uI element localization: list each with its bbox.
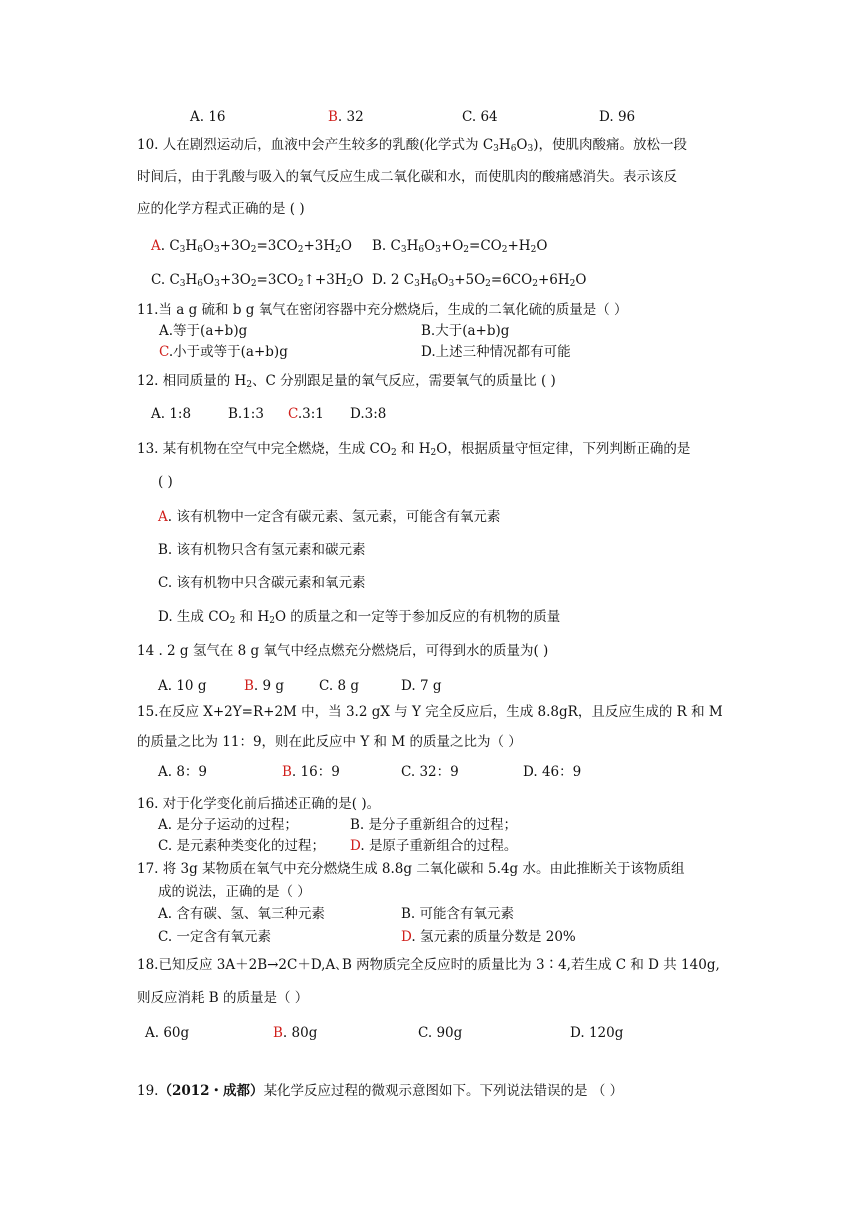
option-letter: D <box>421 344 432 360</box>
q10-option-b: B. $C_3H_6O_3+O_2=CO_2+H_2O$ <box>372 238 548 255</box>
option-letter: A <box>158 764 168 780</box>
q9-option-a: A. 16 <box>190 109 226 125</box>
option-letter: D <box>523 764 534 780</box>
option-letter: D <box>158 609 169 625</box>
q19-source: （2012・成都） <box>158 1083 264 1099</box>
q10-option-c: C. $C_3H_6O_3+3O_2=3CO_2↑+3H_2O$ <box>151 272 364 289</box>
option-letter: C <box>418 1025 428 1041</box>
option-letter: B <box>350 817 360 833</box>
option-letter: C <box>159 344 169 360</box>
option-letter: A <box>151 406 161 422</box>
q13-option-d: D. 生成 $CO_2$ 和 $H_2O$ 的质量之和一定等于参加反应的有机物的质量 <box>158 609 561 626</box>
q13-stem-line2: ( ) <box>158 474 173 490</box>
q16-option-b: B. 是分子重新组合的过程； <box>350 817 518 833</box>
q18-stem-line1: 18.已知反应 3A＋2B→2C＋D,A､B 两物质完全反应时的质量比为 3∶4,若生成 C 和 D 共 140g, <box>137 957 720 973</box>
q18-option-b: B. 80g <box>273 1025 318 1041</box>
q9-option-b: B. 32 <box>328 109 364 125</box>
option-letter: B <box>421 323 431 339</box>
q12-option-a: A. 1:8 <box>151 406 192 422</box>
q14-option-a: A. 10 g <box>158 678 207 694</box>
option-letter: D <box>401 929 412 945</box>
q10-option-d: D. 2 $C_3H_6O_3+5O_2=6CO_2+6H_2O$ <box>372 272 587 289</box>
q16-option-c: C. 是元素种类变化的过程； <box>158 838 325 854</box>
option-letter: B <box>328 109 338 125</box>
q14-option-c: C. 8 g <box>319 678 359 694</box>
q14-option-b: B. 9 g <box>244 678 285 694</box>
option-letter: A <box>151 238 161 254</box>
q10-stem-line1: 10. 人在剧烈运动后，血液中会产生较多的乳酸(化学式为 $C_3H_6O_3$)，使肌肉酸痛。放松一段 <box>137 137 688 154</box>
q17-stem-line2: 成的说法，正确的是（ ） <box>158 884 311 900</box>
option-letter: D <box>401 678 412 694</box>
option-letter: A <box>159 323 169 339</box>
q11-option-a: A.等于(a+b)g <box>159 323 248 339</box>
option-letter: A <box>190 109 200 125</box>
q18-option-c: C. 90g <box>418 1025 463 1041</box>
q12-stem: 12. 相同质量的 $H_2$、C 分别跟足量的氧气反应，需要氧气的质量比 ( ) <box>137 373 556 390</box>
q11-stem: 11.当 a g 硫和 b g 氧气在密闭容器中充分燃烧后，生成的二氧化硫的质量是（ ） <box>137 302 628 318</box>
option-letter: D <box>372 272 383 288</box>
q15-option-a: A. 8：9 <box>158 764 208 780</box>
option-letter: B <box>401 906 411 922</box>
q17-stem-line1: 17. 将 3g 某物质在氧气中充分燃烧生成 8.8g 二氧化碳和 5.4g 水。由此推断关于该物质组 <box>137 861 685 877</box>
q9-option-c: C. 64 <box>462 109 498 125</box>
option-letter: D <box>350 406 361 422</box>
option-letter: B <box>244 678 254 694</box>
option-letter: C <box>158 929 168 945</box>
option-letter: C <box>288 406 298 422</box>
q9-option-d: D. 96 <box>599 109 636 125</box>
q14-stem: 14 . 2 g 氢气在 8 g 氧气中经点燃充分燃烧后，可得到水的质量为( ) <box>137 643 549 659</box>
option-letter: D <box>570 1025 581 1041</box>
q17-option-c: C. 一定含有氧元素 <box>158 929 271 945</box>
q16-option-d: D. 是原子重新组合的过程。 <box>350 838 518 854</box>
q10-stem-line2: 时间后，由于乳酸与吸入的氧气反应生成二氧化碳和水，而使肌肉的酸痛感消失。表示该反 <box>137 169 677 185</box>
option-letter: C <box>158 838 168 854</box>
q17-option-b: B. 可能含有氧元素 <box>401 906 515 922</box>
option-letter: C <box>462 109 472 125</box>
q11-option-d: D.上述三种情况都有可能 <box>421 344 571 360</box>
q18-option-d: D. 120g <box>570 1025 624 1041</box>
option-letter: A <box>145 1025 155 1041</box>
q13-option-a: A. 该有机物中一定含有碳元素、氢元素，可能含有氧元素 <box>158 509 501 525</box>
q11-option-b: B.大于(a+b)g <box>421 323 510 339</box>
q15-option-c: C. 32：9 <box>401 764 459 780</box>
q10-stem-line3: 应的化学方程式正确的是 ( ) <box>137 201 305 217</box>
q14-option-d: D. 7 g <box>401 678 442 694</box>
option-letter: B <box>372 238 382 254</box>
option-letter: C <box>319 678 329 694</box>
option-letter: C <box>151 272 161 288</box>
option-letter: A <box>158 817 168 833</box>
q10-option-a: A. $C_3H_6O_3+3O_2=3CO_2+3H_2O$ <box>151 238 352 255</box>
q16-stem: 16. 对于化学变化前后描述正确的是( )。 <box>137 796 381 812</box>
q15-stem-line1: 15.在反应 X+2Y=R+2M 中，当 3.2 gX 与 Y 完全反应后，生成 8.8gR，且反应生成的 R 和 M <box>137 704 723 720</box>
option-letter: B <box>158 542 168 558</box>
option-letter: C <box>401 764 411 780</box>
q15-option-b: B. 16：9 <box>282 764 340 780</box>
q18-stem-line2: 则反应消耗 B 的质量是（ ） <box>137 990 309 1006</box>
option-letter: D <box>350 838 361 854</box>
q15-option-d: D. 46：9 <box>523 764 582 780</box>
option-letter: C <box>158 575 168 591</box>
q17-option-a: A. 含有碳、氢、氧三种元素 <box>158 906 325 922</box>
option-letter: A <box>158 906 168 922</box>
option-letter: B <box>273 1025 283 1041</box>
q18-option-a: A. 60g <box>145 1025 190 1041</box>
option-letter: B <box>228 406 238 422</box>
q13-option-b: B. 该有机物只含有氢元素和碳元素 <box>158 542 366 558</box>
option-letter: B <box>282 764 292 780</box>
q15-stem-line2: 的质量之比为 11：9，则在此反应中 Y 和 M 的质量之比为（ ） <box>137 734 522 750</box>
option-letter: A <box>158 509 168 525</box>
q11-option-c: C.小于或等于(a+b)g <box>159 344 288 360</box>
q12-option-c: C.3:1 <box>288 406 324 422</box>
q12-option-b: B.1:3 <box>228 406 264 422</box>
q12-option-d: D.3:8 <box>350 406 387 422</box>
option-letter: A <box>158 678 168 694</box>
q17-option-d: D. 氢元素的质量分数是 20% <box>401 929 576 945</box>
q13-option-c: C. 该有机物中只含碳元素和氧元素 <box>158 575 366 591</box>
q16-option-a: A. 是分子运动的过程； <box>158 817 298 833</box>
option-letter: D <box>599 109 610 125</box>
q13-stem-line1: 13. 某有机物在空气中完全燃烧，生成 $CO_2$ 和 $H_2O$，根据质量守恒定律，下列判断正确的是 <box>137 441 691 458</box>
q19-stem: 19.（2012・成都）某化学反应过程的微观示意图如下。下列说法错误的是 （ ） <box>137 1083 624 1099</box>
